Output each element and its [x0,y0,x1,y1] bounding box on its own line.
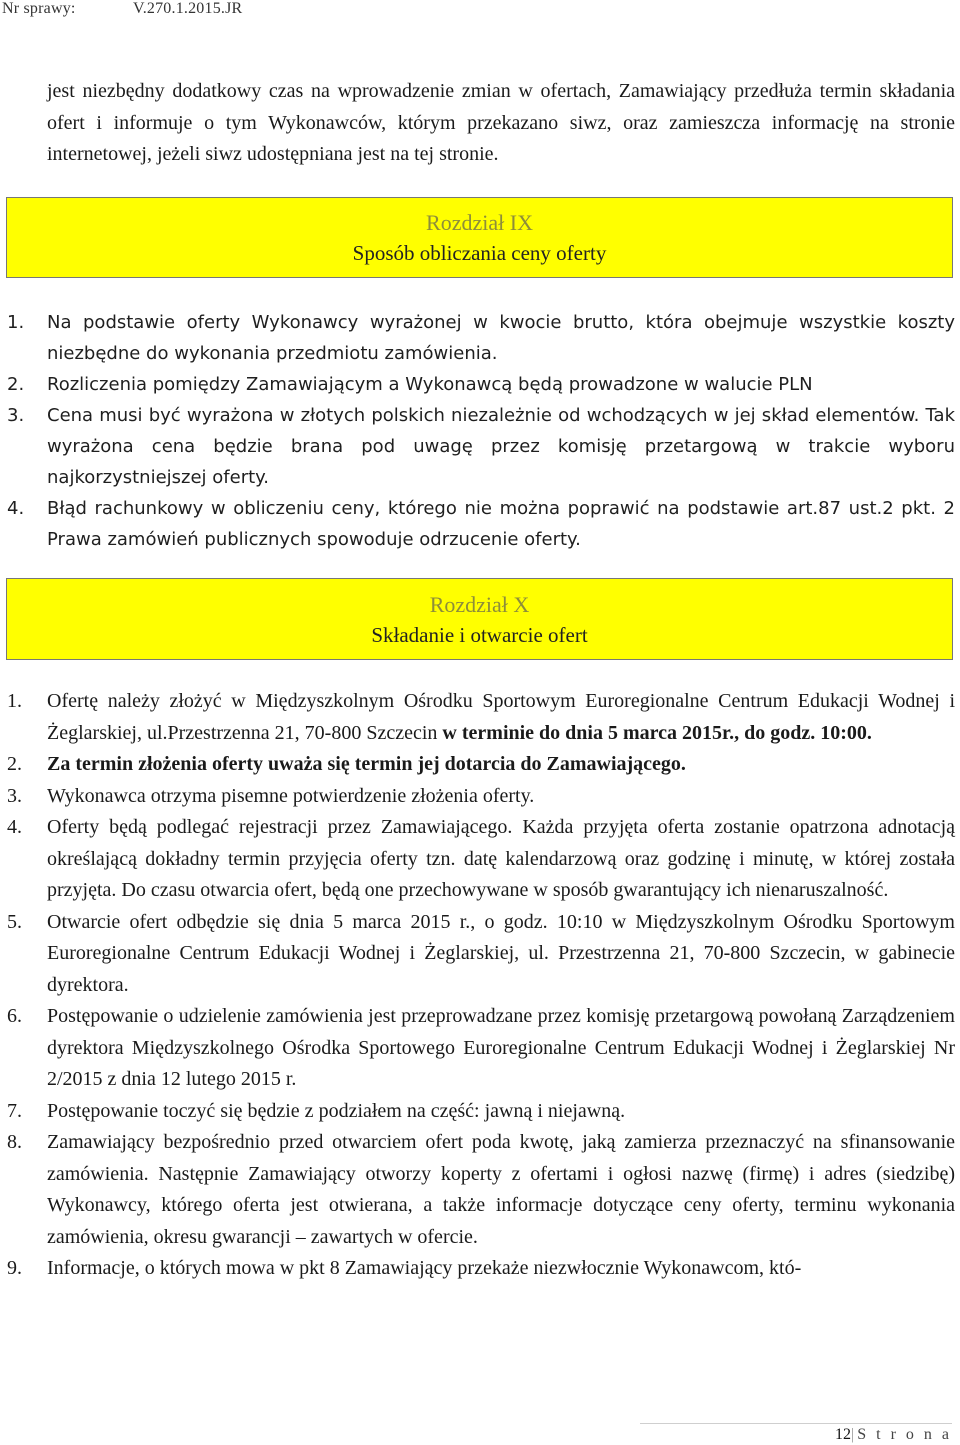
section-header-ix [6,197,953,278]
submission-list [7,686,955,1285]
list-item: 4. Błąd rachunkowy w obliczeniu ceny, którego nie można poprawić na podstawie art.87 ust.2 pkt. 2 Prawa zamówień publicznych spowoduje odrzucenie oferty. [7,498,955,550]
intro-paragraph: jest niezbędny dodatkowy czas na wprowadzenie zmian w ofertach, Zamawiający przedłuża termin składania ofert i informuje o tym Wykonawców, którym przekazano siwz, oraz zamieszcza informację na stronie internetowej, jeżeli siwz udostępniana jest na tej stronie. [47,80,955,165]
chapter-subtitle: Sposób obliczania ceny oferty [352,241,607,265]
intro-block [7,76,955,171]
list-item: 8. Zamawiający bezpośrednio przed otwarciem ofert poda kwotę, jaką zamierza przeznaczyć na sfinansowanie zamówienia. Następnie Zamawiający otworzy koperty z ofertami i ogłosi nazwę (firmę) i adres (siedzibę) Wykonawcy, którego oferta jest otwierana, a także informacje dotyczące ceny oferty, terminu wykonania zamówienia, okresu gwarancji – zawartych w ofercie. [7,1131,955,1248]
chapter-subtitle: Składanie i otwarcie ofert [371,623,588,647]
list-item: 3. Wykonawca otrzyma pisemne potwierdzenie złożenia oferty. [7,784,535,807]
list-item: 1. Na podstawie oferty Wykonawcy wyrażonej w kwocie brutto, która obejmuje wszystkie koszty niezbędne do wykonania przedmiotu zamówienia. [7,312,955,364]
list-item: 5. Otwarcie ofert odbędzie się dnia 5 marca 2015 r., o godz. 10:10 w Międzyszkolnym Ośrodku Sportowym Euroregionalne Centrum Edukacji Wodnej i Żeglarskiej, ul. Przestrzenna 21, 70-800 Szczecin, w gabinecie dyrektora. [7,910,955,996]
page-footer [835,1426,952,1444]
list-item: 2. Rozliczenia pomiędzy Zamawiającym a Wykonawcą będą prowadzone w walucie PLN [7,374,813,395]
chapter-title: Rozdział IX [426,210,533,235]
section-header-x [6,578,953,660]
pricing-list [7,307,955,555]
footer-separator: | [851,1426,858,1443]
chapter-title: Rozdział X [429,592,530,617]
case-number-label: Nr sprawy: [2,0,76,17]
list-item: 9. Informacje, o których mowa w pkt 8 Zamawiający przekaże niezwłocznie Wykonawcom, któ- [7,1257,802,1279]
list-item: 2. Za termin złożenia oferty uważa się termin jej dotarcia do Zamawiającego. [7,753,686,775]
list-item: 7. Postępowanie toczyć się będzie z podziałem na część: jawną i niejawną. [7,1099,626,1122]
list-item: 4. Oferty będą podlegać rejestracji przez Zamawiającego. Każda przyjęta oferta zostanie opatrzona adnotacją określającą dokładny termin przyjęcia oferty tzn. datę kalendarzową oraz godzinę i minutę, w której została przyjęta. Do czasu otwarcia ofert, będą one przechowywane w sposób gwarantujący ich nienaruszalność. [7,816,955,901]
list-item: 3. Cena musi być wyrażona w złotych polskich niezależnie od wchodzących w jej skład elementów. Tak wyrażona cena będzie brana pod uwagę przez komisję przetargową w trakcie wyboru najkorzystniejszej oferty. [7,405,955,488]
footer-divider [640,1423,952,1424]
list-item: 1. Ofertę należy złożyć w Międzyszkolnym Ośrodku Sportowym Euroregionalne Centrum Edukacji Wodnej i Żeglarskiej, ul.Przestrzenna 21, 70-800 Szczecin w terminie do dnia 5 marca 2015r., do godz. 10:00. [7,690,955,744]
case-number: V.270.1.2015.JR [133,0,243,17]
page-header [2,0,242,20]
footer-label: S t r o n a [857,1426,952,1443]
list-item: 6. Postępowanie o udzielenie zamówienia jest przeprowadzane przez komisję przetargową powołaną Zarządzeniem dyrektora Międzyszkolnego Ośrodka Sportowego Euroregionalne Centrum Edukacji Wodnej i Żeglarskiej Nr 2/2015 z dnia 12 lutego 2015 r. [7,1005,955,1090]
page-number: 12 [835,1426,852,1443]
